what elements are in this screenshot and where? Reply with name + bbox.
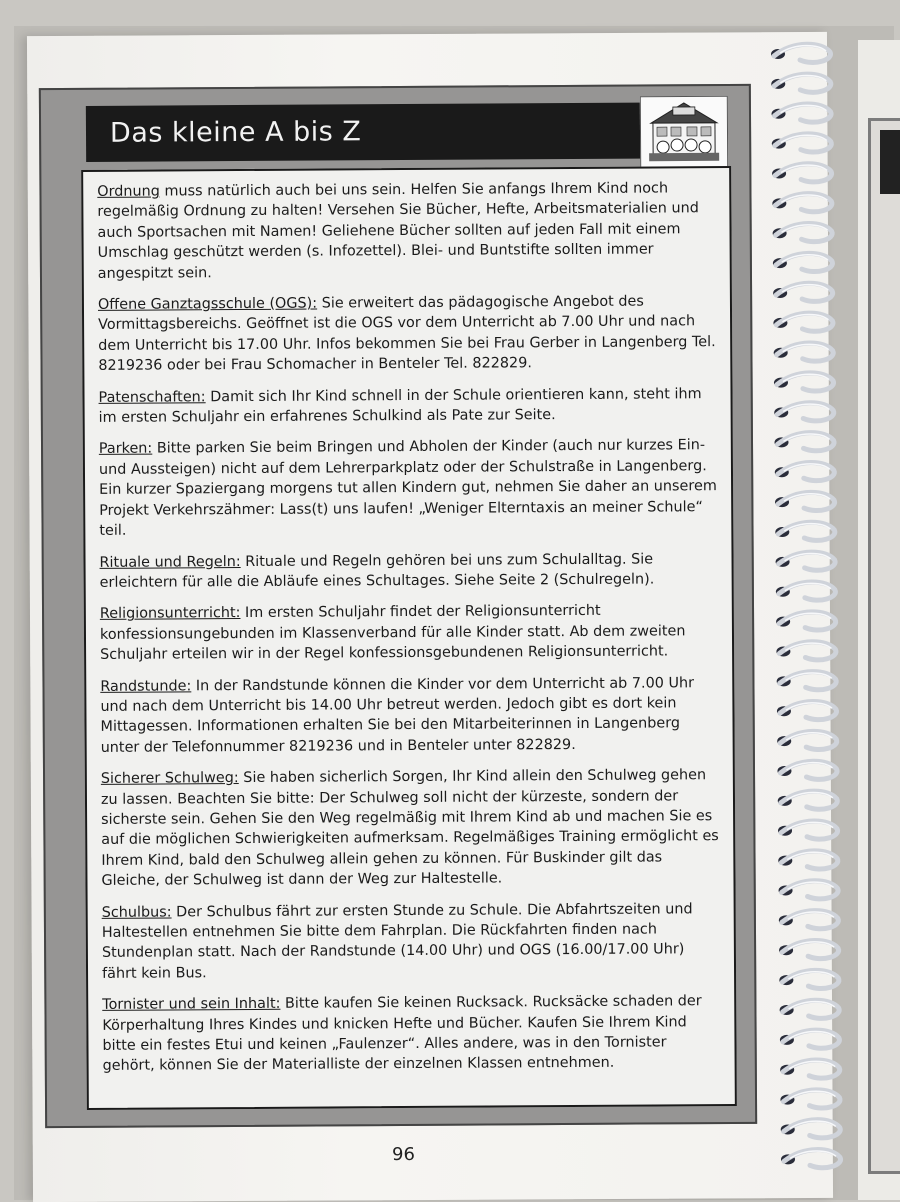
entry-term: Patenschaften:	[98, 388, 206, 406]
next-page-edge	[858, 40, 900, 1200]
title-bar	[86, 102, 726, 162]
school-building-icon	[640, 96, 728, 169]
entry-text: Bitte kaufen Sie keinen Rucksack. Rucksäcke schaden der Körperhaltung Ihres Kindes und knicken Hefte und Bücher. Kaufen Sie Ihrem Kind bitte ein festes Etui und keinen „Faulenzer“. Alles andere, was in den Tornister gehört, können Sie der Materialliste der einzelnen Klassen entnehmen.	[102, 993, 702, 1075]
entry-term: Parken:	[98, 441, 153, 458]
entry-schulweg	[101, 765, 720, 891]
entry-schulbus	[102, 899, 720, 984]
entry-term: Religionsunterricht:	[99, 605, 241, 623]
entry-term: Schulbus:	[101, 904, 172, 921]
entry-term: Offene Ganztagsschule (OGS):	[97, 295, 318, 313]
entry-text: muss natürlich auch bei uns sein. Helfen Sie anfangs Ihrem Kind noch regelmäßig Ordnung zu halten! Versehen Sie Bücher, Hefte, Arbeitsmaterialien und auch Sportsachen mit Namen! Geliehene Bücher sollten auf jeden Fall mit einem Umschlag geschützt werden (s. Infozettel). Blei- und Buntstifte sollten immer angespitzt sein.	[97, 180, 699, 282]
entry-term: Tornister und sein Inhalt:	[102, 996, 281, 1014]
next-page-title-bar	[880, 130, 900, 194]
entry-patenschaften	[98, 384, 716, 429]
entry-text: Sie erweitert das pädagogische Angebot des Vormittagsbereichs. Geöffnet ist die OGS vor dem Unterricht ab 7.00 Uhr und nach dem Unterricht bis 17.00 Uhr. Infos bekommen Sie bei Frau Gerber in Langenberg Tel. 8219236 oder bei Frau Schomacher in Benteler Tel. 822829.	[98, 293, 716, 375]
entry-text: Rituale und Regeln gehören bei uns zum Schulalltag. Sie erleichtern für alle die Abläufe eines Schultages. Siehe Seite 2 (Schulregeln).	[99, 551, 655, 591]
page-number: 96	[392, 1144, 415, 1165]
entry-ordnung	[97, 178, 716, 284]
page-title: Das kleine A bis Z	[109, 116, 362, 149]
entry-rituale	[99, 549, 717, 594]
entry-term: Ordnung	[97, 183, 160, 200]
entry-text: Bitte parken Sie beim Bringen und Abholen der Kinder (auch nur kurzes Ein- und Aussteigen) nicht auf dem Lehrerparkplatz oder der Schulstraße in Langenberg. Ein kurzer Spaziergang morgens tut allen Kindern gut, nehmen Sie daher an unserem Projekt Verkehrszähmer: Lass(t) uns laufen! „Weniger Elterntaxis an meiner Schule“ teil.	[98, 437, 717, 539]
entry-text: Der Schulbus fährt zur ersten Stunde zu Schule. Die Abfahrtszeiten und Haltestellen entnehmen Sie bitte dem Fahrplan. Die Rückfahrten finden nach Stundenplan statt. Nach der Randstunde (14.00 Uhr) und OGS (16.00/17.00 Uhr) fährt kein Bus.	[101, 900, 693, 982]
entry-text: Im ersten Schuljahr findet der Religionsunterricht konfessionsungebunden im Klassenverband für alle Kinder statt. Ab dem zweiten Schuljahr erteilen wir in der Regel konfessionsgebundenen Religionsunterricht.	[99, 603, 686, 664]
entry-parken	[99, 436, 718, 542]
next-page-frame	[868, 118, 900, 1174]
entry-term: Randstunde:	[100, 677, 192, 695]
entry-term: Rituale und Regeln:	[99, 553, 241, 571]
entry-tornister	[102, 991, 720, 1076]
spiral-binding-icon	[764, 38, 844, 1178]
entry-term: Sicherer Schulweg:	[100, 770, 239, 788]
entry-religionsunterricht	[100, 600, 718, 665]
entry-ogs	[98, 291, 716, 376]
entry-text: In der Randstunde können die Kinder vor dem Unterricht ab 7.00 Uhr und nach dem Unterricht bis 14.00 Uhr betreut werden. Jedoch gibt es dort kein Mittagessen. Informationen erhalten Sie bei den Mitarbeiterinnen in Langenberg unter der Telefonnummer 8219236 und in Benteler unter 822829.	[100, 674, 695, 756]
content-box	[81, 166, 737, 1110]
entry-randstunde	[100, 673, 718, 758]
entry-text: Damit sich Ihr Kind schnell in der Schule orientieren kann, steht ihm im ersten Schuljahr ein erfahrenes Schulkind als Pate zur Seite.	[98, 385, 702, 426]
entry-text: Sie haben sicherlich Sorgen, Ihr Kind allein den Schulweg gehen zu lassen. Beachten Sie bitte: Der Schulweg soll nicht der kürzeste, sondern der sicherste sein. Gehen Sie den Weg regelmäßig mit Ihrem Kind ab und machen Sie es auf die möglichen Schwierigkeiten aufmerksam. Regelmäßiges Training ermöglicht es Ihrem Kind, bald den Schulweg allein gehen zu können. Für Buskinder gilt das Gleiche, der Schulweg ist dann der Weg zur Haltestelle.	[100, 767, 719, 890]
